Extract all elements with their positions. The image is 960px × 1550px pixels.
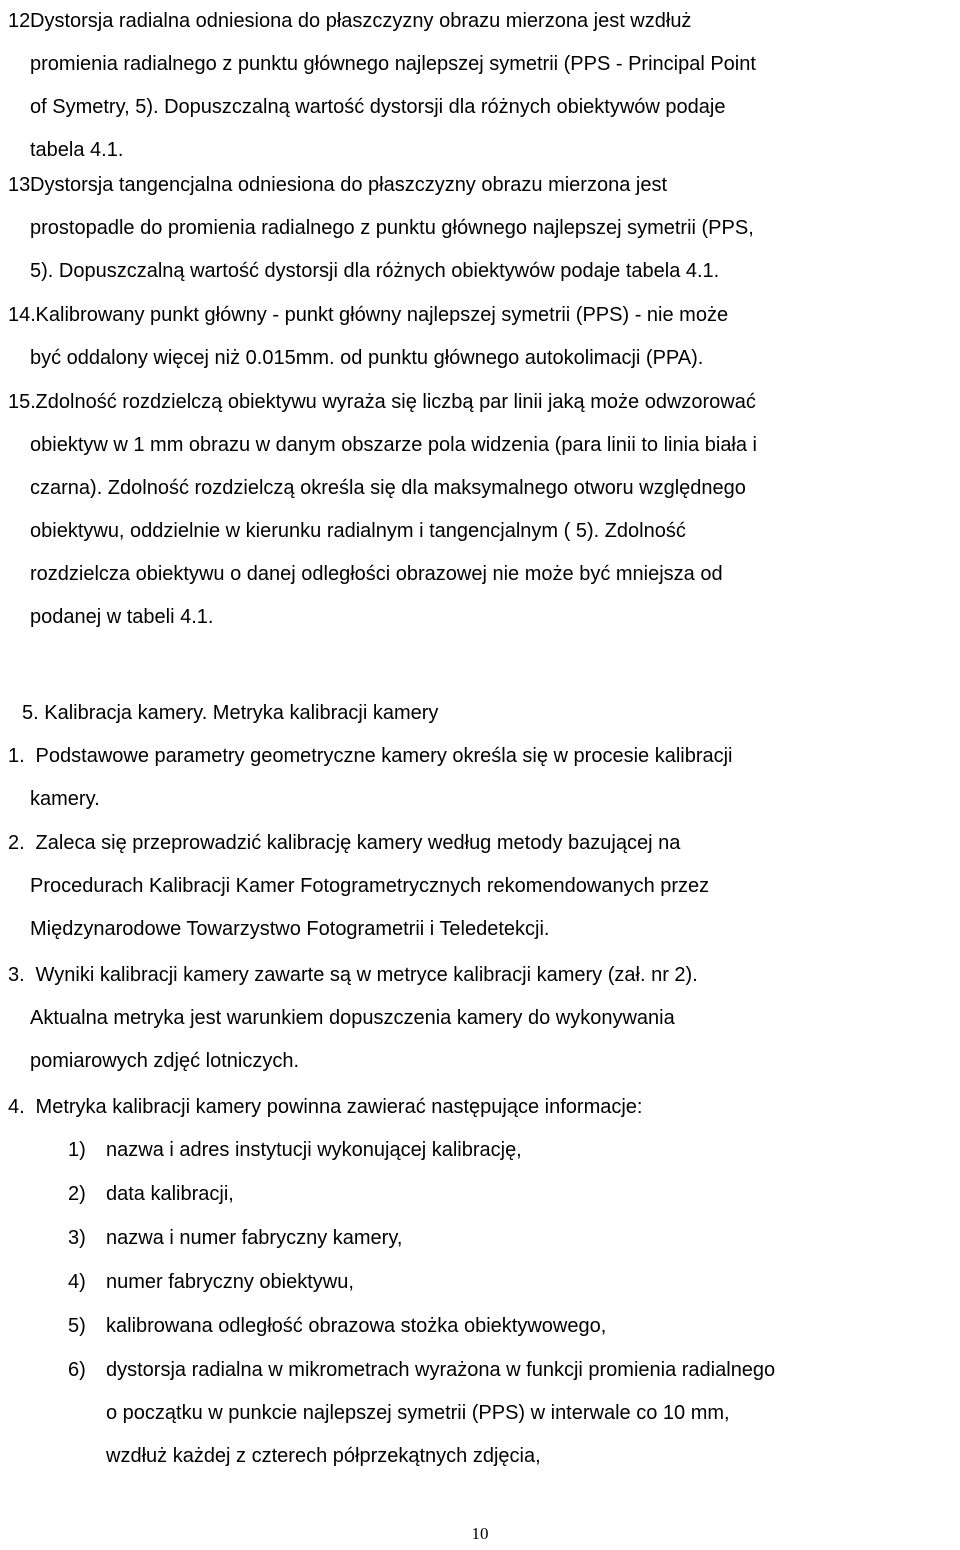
section-line: podanej w tabeli 4.1. <box>30 606 214 628</box>
subitem-6 <box>68 1349 958 1478</box>
subitem-1 <box>68 1129 958 1172</box>
point-1 <box>8 735 958 821</box>
section-line: promienia radialnego z punktu głównego najlepszej symetrii (PPS - Principal Point <box>30 53 756 75</box>
section-number: 15. <box>8 391 36 413</box>
subitem-line: wzdłuż każdej z czterech półprzekątnych zdjęcia, <box>106 1445 541 1467</box>
section-14 <box>8 294 958 380</box>
section-number: 13. <box>8 174 36 196</box>
section-line: czarna). Zdolność rozdzielczą określa się dla maksymalnego otworu względnego <box>30 477 746 499</box>
section-12 <box>8 0 958 172</box>
subitem-3 <box>68 1217 958 1260</box>
subitem-line: data kalibracji, <box>106 1183 234 1205</box>
point-line: Procedurach Kalibracji Kamer Fotogrametrycznych rekomendowanych przez <box>30 875 710 897</box>
point-3 <box>8 954 958 1083</box>
subitem-4 <box>68 1261 958 1304</box>
section-line: Dystorsja radialna odniesiona do płaszczyzny obrazu mierzona jest wzdłuż <box>30 10 692 32</box>
subitem-line: numer fabryczny obiektywu, <box>106 1271 354 1293</box>
point-number: 4. <box>8 1096 25 1118</box>
point-line: Podstawowe parametry geometryczne kamery określa się w procesie kalibracji <box>30 745 733 767</box>
subitem-number: 4) <box>68 1271 86 1293</box>
chapter-heading: 5. Kalibracja kamery. Metryka kalibracji kamery <box>22 702 439 724</box>
point-line: Metryka kalibracji kamery powinna zawierać następujące informacje: <box>30 1096 643 1118</box>
section-line: obiektyw w 1 mm obrazu w danym obszarze pola widzenia (para linii to linia biała i <box>30 434 758 456</box>
subitem-line: dystorsja radialna w mikrometrach wyrażona w funkcji promienia radialnego <box>106 1359 776 1381</box>
point-line: Wyniki kalibracji kamery zawarte są w metryce kalibracji kamery (zał. nr 2). <box>30 964 698 986</box>
section-line: Dystorsja tangencjalna odniesiona do płaszczyzny obrazu mierzona jest <box>30 174 668 196</box>
point-line: Międzynarodowe Towarzystwo Fotogrametrii i Teledetekcji. <box>30 918 550 940</box>
subitem-2 <box>68 1173 958 1216</box>
subitem-line: kalibrowana odległość obrazowa stożka obiektywowego, <box>106 1315 607 1337</box>
subitem-number: 1) <box>68 1139 86 1161</box>
section-line: Zdolność rozdzielczą obiektywu wyraża się liczbą par linii jaką może odwzorować <box>30 391 756 413</box>
section-line: of Symetry, 5). Dopuszczalną wartość dystorsji dla różnych obiektywów podaje <box>30 96 726 118</box>
section-line: 5). Dopuszczalną wartość dystorsji dla różnych obiektywów podaje tabela 4.1. <box>30 260 720 282</box>
section-line: być oddalony więcej niż 0.015mm. od punktu głównego autokolimacji (PPA). <box>30 347 704 369</box>
point-line: Zaleca się przeprowadzić kalibrację kamery według metody bazującej na <box>30 832 681 854</box>
subitem-line: nazwa i adres instytucji wykonującej kalibrację, <box>106 1139 522 1161</box>
section-number: 14. <box>8 304 36 326</box>
point-line: pomiarowych zdjęć lotniczych. <box>30 1050 299 1072</box>
page-number: 10 <box>471 1524 489 1543</box>
point-line: kamery. <box>30 788 100 810</box>
subitem-line: o początku w punkcie najlepszej symetrii (PPS) w interwale co 10 mm, <box>106 1402 730 1424</box>
point-number: 2. <box>8 832 25 854</box>
section-line: obiektywu, oddzielnie w kierunku radialnym i tangencjalnym ( 5). Zdolność <box>30 520 686 542</box>
point-number: 3. <box>8 964 25 986</box>
section-number: 12. <box>8 10 36 32</box>
section-line: tabela 4.1. <box>30 139 124 161</box>
section-13 <box>8 164 958 293</box>
section-line: Kalibrowany punkt główny - punkt główny najlepszej symetrii (PPS) - nie może <box>30 304 729 326</box>
point-4 <box>8 1086 958 1129</box>
subitem-number: 3) <box>68 1227 86 1249</box>
point-number: 1. <box>8 745 25 767</box>
section-line: rozdzielcza obiektywu o danej odległości obrazowej nie może być mniejsza od <box>30 563 723 585</box>
subitem-number: 2) <box>68 1183 86 1205</box>
subitem-line: nazwa i numer fabryczny kamery, <box>106 1227 403 1249</box>
subitem-5 <box>68 1305 958 1348</box>
point-2 <box>8 822 958 951</box>
section-15 <box>8 381 958 639</box>
subitem-number: 5) <box>68 1315 86 1337</box>
subitem-number: 6) <box>68 1359 86 1381</box>
section-line: prostopadle do promienia radialnego z punktu głównego najlepszej symetrii (PPS, <box>30 217 754 239</box>
point-line: Aktualna metryka jest warunkiem dopuszczenia kamery do wykonywania <box>30 1007 675 1029</box>
